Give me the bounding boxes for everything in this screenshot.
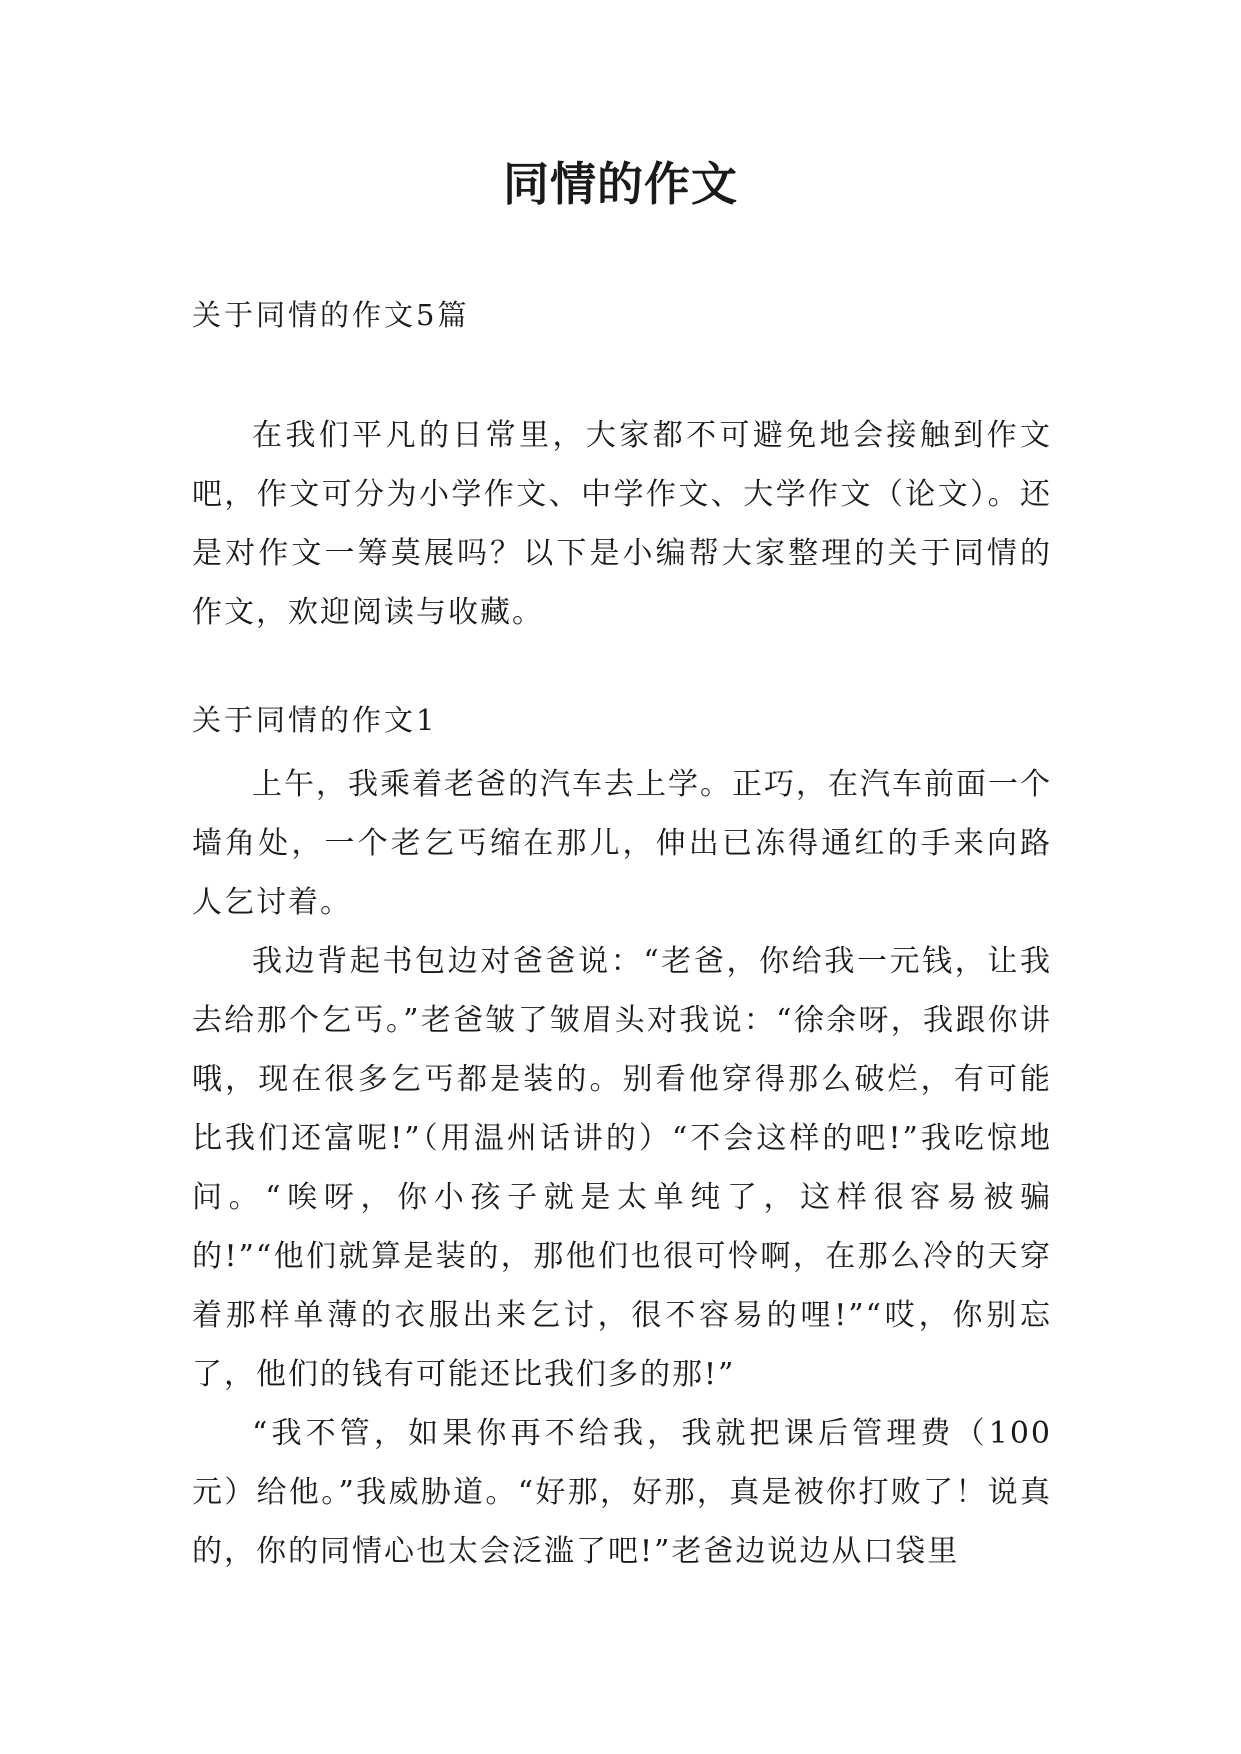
- essay-paragraph: 我边背起书包边对爸爸说：“老爸，你给我一元钱，让我去给那个乞丐。”老爸皱了皱眉头对我说：“徐余呀，我跟你讲哦，现在很多乞丐都是装的。别看他穿得那么破烂，有可能比我们还富呢!”（用温州话讲的）“不会这样的吧!”我吃惊地问。“唉呀，你小孩子就是太单纯了，这样很容易被骗的!”“他们就算是装的，那他们也很可怜啊，在那么冷的天穿着那样单薄的衣服出来乞讨，很不容易的哩!”“哎，你别忘了，他们的钱有可能还比我们多的那!”: [192, 944, 1052, 1392]
- document-title: 同情的作文: [503, 157, 738, 211]
- intro-block: [192, 406, 1052, 642]
- document-subtitle: 关于同情的作文5篇: [192, 298, 470, 332]
- section-heading: 关于同情的作文1: [192, 703, 438, 737]
- essay-body: [192, 755, 1052, 1581]
- intro-paragraph: 在我们平凡的日常里，大家都不可避免地会接触到作文吧，作文可分为小学作文、中学作文、大学作文（论文）。还是对作文一筹莫展吗？以下是小编帮大家整理的关于同情的作文，欢迎阅读与收藏。: [192, 418, 1052, 630]
- essay-paragraph: 上午，我乘着老爸的汽车去上学。正巧，在汽车前面一个墙角处，一个老乞丐缩在那儿，伸出已冻得通红的手来向路人乞讨着。: [192, 767, 1052, 920]
- essay-paragraph: “我不管，如果你再不给我，我就把课后管理费（100元）给他。”我威胁道。“好那，好那，真是被你打败了！说真的，你的同情心也太会泛滥了吧!”老爸边说边从口袋里: [192, 1416, 1052, 1569]
